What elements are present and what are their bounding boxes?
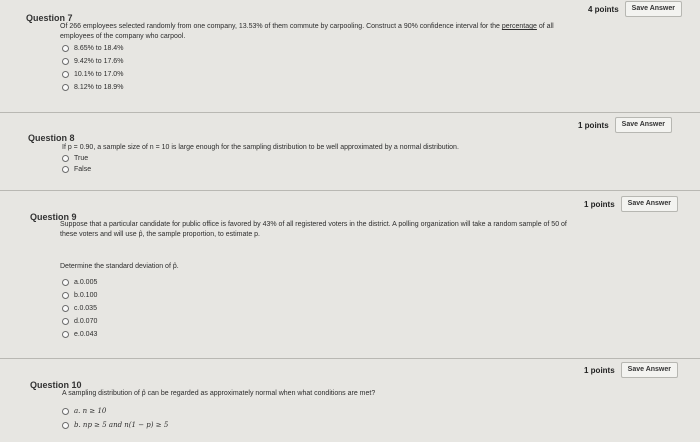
- q9-option-c-label: c.0.035: [74, 305, 97, 312]
- radio-icon[interactable]: [62, 331, 69, 338]
- radio-icon[interactable]: [62, 155, 69, 162]
- q8-option-false-label: False: [74, 166, 92, 173]
- q10-points: 1 points: [584, 365, 615, 375]
- q7-text-part2: of all: [536, 23, 554, 30]
- q7-question-text: [60, 22, 690, 42]
- radio-icon[interactable]: [62, 292, 69, 299]
- q10-option-b[interactable]: [62, 421, 168, 429]
- q9-option-e-label: e.0.043: [74, 331, 98, 338]
- q9-option-c[interactable]: [62, 305, 97, 312]
- q7-option-3[interactable]: [62, 71, 123, 78]
- q7-text-link[interactable]: percentage: [501, 23, 537, 30]
- q7-option-4-label: 8.12% to 18.9%: [74, 84, 124, 91]
- q9-points-row: [584, 196, 678, 212]
- q8-points-row: [578, 117, 672, 133]
- q9-option-d-label: d.0.070: [74, 318, 98, 325]
- q9-prompt: Determine the standard deviation of p̂.: [60, 263, 179, 270]
- q8-option-true[interactable]: [62, 155, 88, 162]
- radio-icon[interactable]: [62, 305, 69, 312]
- q9-text-line1: Suppose that a particular candidate for public office is favored by 43% of all registered voters in the district. A polling organization will take a random sample of 50 of: [60, 221, 567, 228]
- q7-save-answer-button[interactable]: Save Answer: [625, 1, 682, 17]
- q7-option-3-label: 10.1% to 17.0%: [74, 71, 124, 78]
- divider: [0, 358, 700, 359]
- q10-option-a[interactable]: [62, 407, 106, 415]
- q9-option-e[interactable]: [62, 331, 97, 338]
- radio-icon[interactable]: [62, 58, 69, 65]
- q8-points: 1 points: [578, 120, 609, 130]
- divider: [0, 112, 700, 113]
- q10-option-b-label: b. np ≥ 5 and n(1 − p) ≥ 5: [74, 421, 169, 429]
- radio-icon[interactable]: [62, 318, 69, 325]
- q7-option-1[interactable]: [62, 45, 123, 52]
- radio-icon[interactable]: [62, 166, 69, 173]
- q9-option-d[interactable]: [62, 318, 97, 325]
- q7-option-2-label: 9.42% to 17.6%: [74, 58, 124, 65]
- q9-save-answer-button[interactable]: Save Answer: [621, 196, 678, 212]
- q7-text-part1: Of 266 employees selected randomly from one company, 13.53% of them commute by carpooling. Construct a 90% confidence interval for the: [60, 23, 502, 30]
- q9-text-line2: these voters and will use p̂, the sample proportion, to estimate p.: [60, 231, 260, 238]
- q8-save-answer-button[interactable]: Save Answer: [615, 117, 672, 133]
- q9-option-b-label: b.0.100: [74, 292, 98, 299]
- q9-title: Question 9: [30, 212, 77, 222]
- q9-option-b[interactable]: [62, 292, 97, 299]
- q9-option-a[interactable]: [62, 279, 97, 286]
- q7-option-4[interactable]: [62, 84, 123, 91]
- q10-question-text: A sampling distribution of p̂ can be regarded as approximately normal when what conditions are met?: [62, 390, 376, 397]
- radio-icon[interactable]: [62, 422, 69, 429]
- q7-option-2[interactable]: [62, 58, 123, 65]
- q9-question-text: [60, 220, 696, 240]
- q7-title: Question 7: [26, 13, 73, 23]
- q8-option-false[interactable]: [62, 166, 91, 173]
- radio-icon[interactable]: [62, 408, 69, 415]
- radio-icon[interactable]: [62, 84, 69, 91]
- radio-icon[interactable]: [62, 279, 69, 286]
- q10-option-a-label: a. n ≥ 10: [74, 407, 107, 415]
- divider: [0, 190, 700, 191]
- q9-option-a-label: a.0.005: [74, 279, 98, 286]
- radio-icon[interactable]: [62, 71, 69, 78]
- q7-option-1-label: 8.65% to 18.4%: [74, 45, 124, 52]
- q10-title: Question 10: [30, 380, 82, 390]
- q8-title: Question 8: [28, 133, 75, 143]
- q10-save-answer-button[interactable]: Save Answer: [621, 362, 678, 378]
- q7-points: 4 points: [588, 4, 619, 14]
- radio-icon[interactable]: [62, 45, 69, 52]
- q7-text-line2: employees of the company who carpool.: [60, 33, 186, 40]
- q7-points-row: [588, 1, 682, 17]
- q9-points: 1 points: [584, 199, 615, 209]
- q8-question-text: If p = 0.90, a sample size of n = 10 is large enough for the sampling distribution to be well approximated by a normal distribution.: [62, 144, 459, 151]
- q8-option-true-label: True: [74, 155, 89, 162]
- q10-points-row: [584, 362, 678, 378]
